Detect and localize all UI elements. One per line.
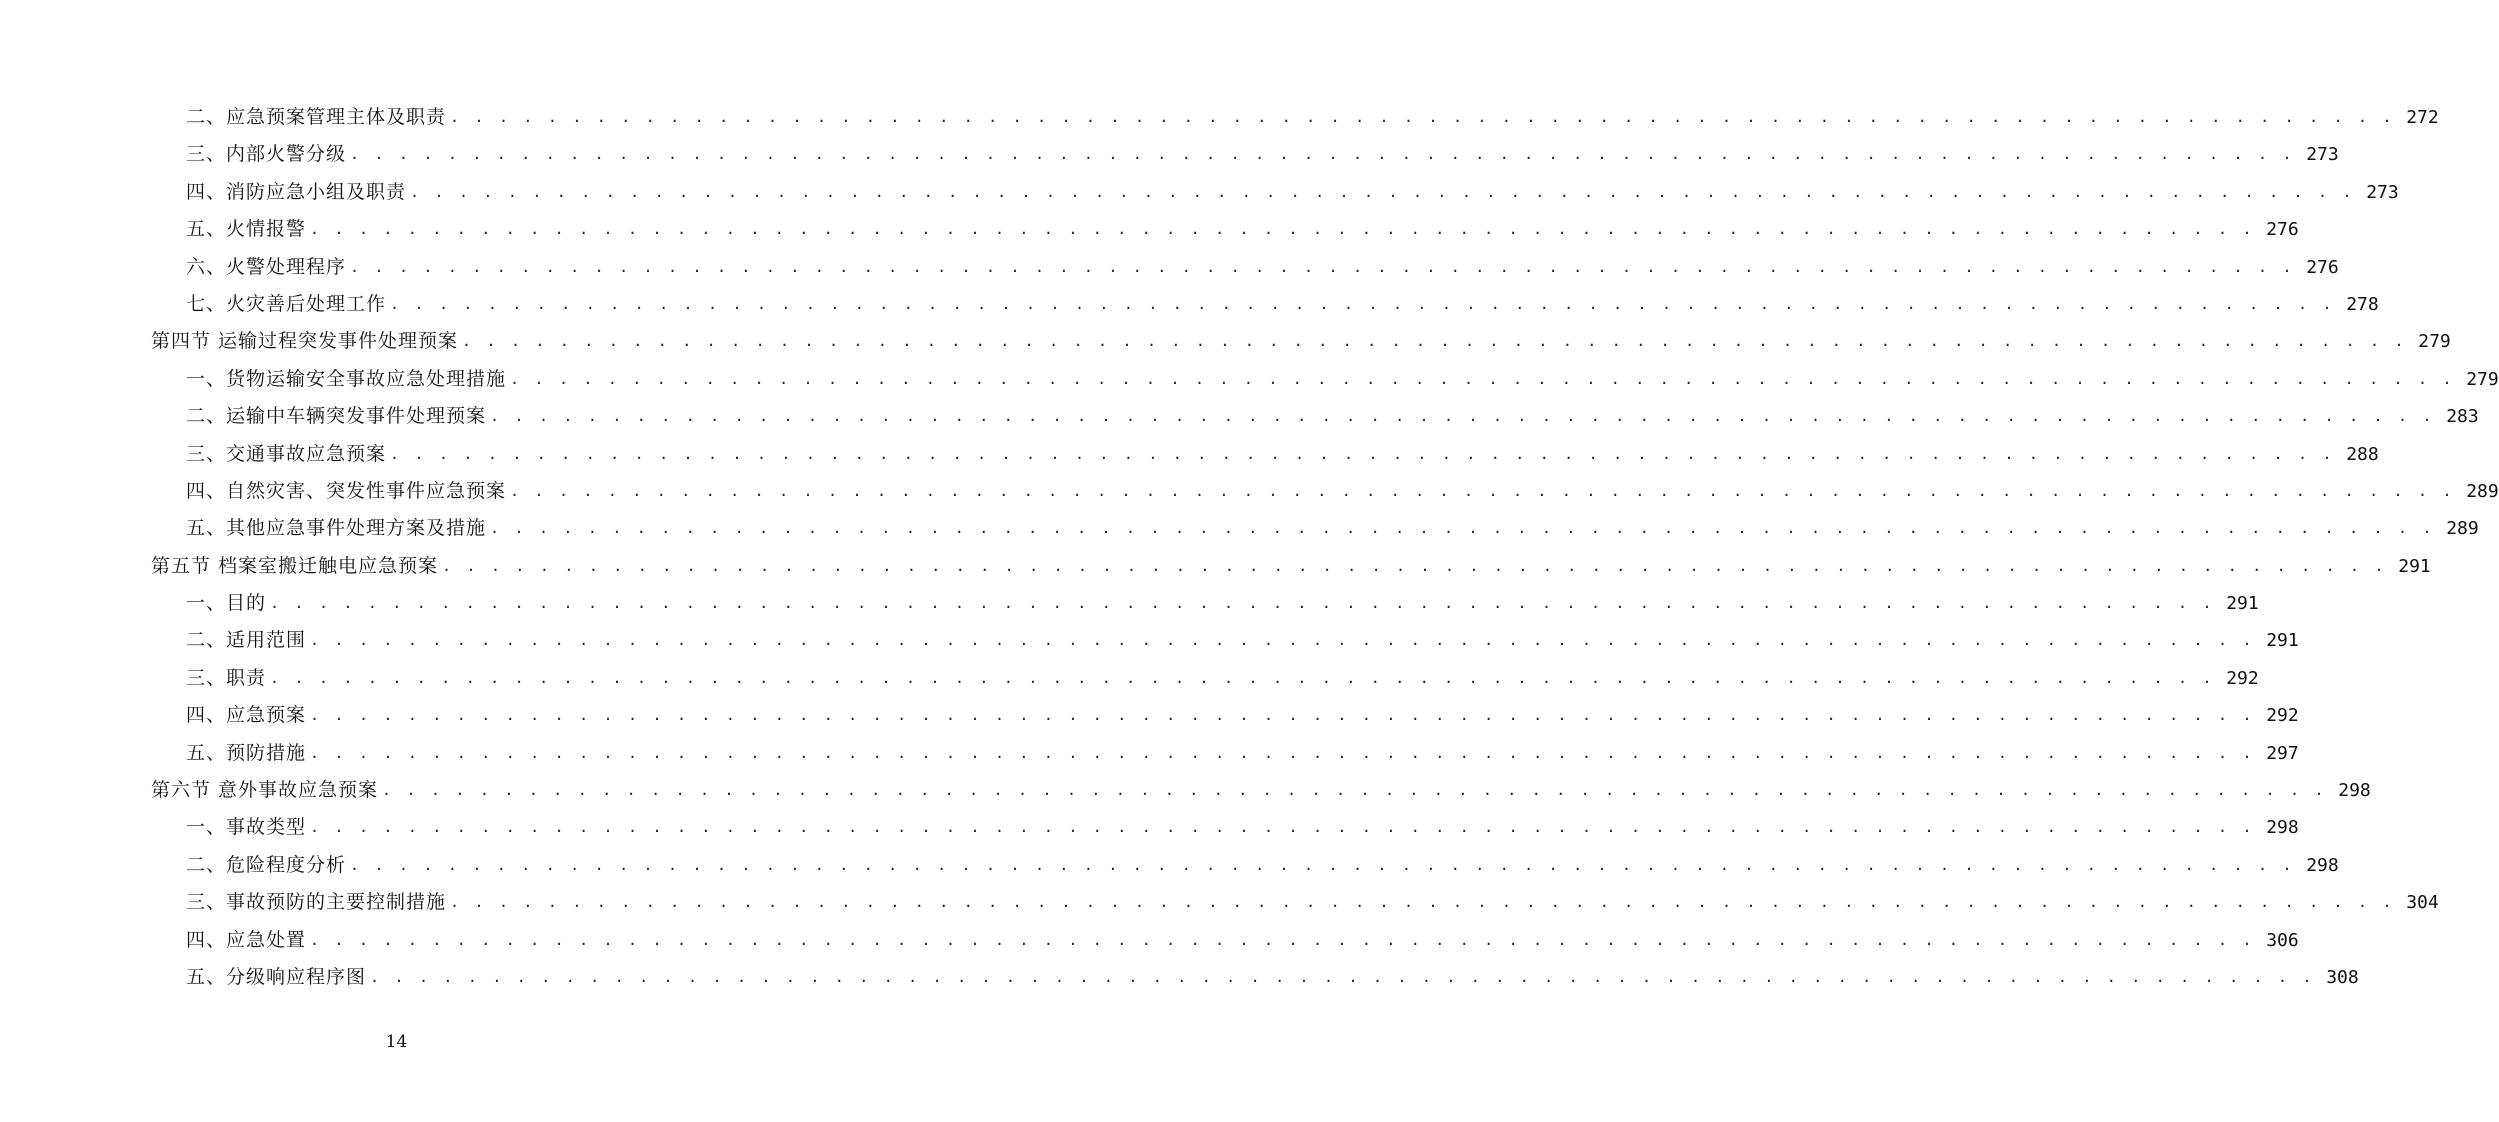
toc-item-row[interactable] [0, 211, 2299, 248]
dot-leader: . . . . . . . . . . . . . . . . . . . . . . . . . . . . . . . . . . . . . . . . . . . . . . . . . . . . . . . . . . . . . . . . . . . . . . . . . . . . . . . . [450, 108, 2395, 126]
toc-item-row[interactable] [0, 136, 2339, 173]
dot-leader: . . . . . . . . . . . . . . . . . . . . . . . . . . . . . . . . . . . . . . . . . . . . . . . . . . . . . . . . . . . . . . . . . . . . . . . . . . . . . . . . [350, 855, 2295, 874]
toc-entry-page-number: 288 [2346, 443, 2379, 465]
toc-entry-page-number: 283 [2446, 406, 2479, 428]
toc-entry-label: 六、火警处理程序 [186, 255, 347, 278]
toc-entry-page-number: 289 [2466, 480, 2499, 502]
dot-leader: . . . . . . . . . . . . . . . . . . . . . . . . . . . . . . . . . . . . . . . . . . . . . . . . . . . . . . . . . . . . . . . . . . . . . . . . . . . . . . . . [490, 519, 2435, 538]
toc-item-row[interactable] [0, 473, 2499, 510]
toc-item-row[interactable] [0, 884, 2439, 921]
toc-entry-page-number: 308 [2326, 966, 2359, 988]
dot-leader: . . . . . . . . . . . . . . . . . . . . . . . . . . . . . . . . . . . . . . . . . . . . . . . . . . . . . . . . . . . . . . . . . . . . . . . . . . . . . . . . [310, 743, 2255, 762]
toc-entry-page-number: 291 [2266, 630, 2299, 652]
toc-item-row[interactable] [0, 361, 2499, 398]
toc-entry-page-number: 292 [2226, 667, 2259, 689]
toc-item-row[interactable] [0, 286, 2379, 323]
toc-section-row[interactable] [0, 323, 2451, 360]
toc-entry-label: 一、目的 [186, 592, 267, 615]
dot-leader: . . . . . . . . . . . . . . . . . . . . . . . . . . . . . . . . . . . . . . . . . . . . . . . . . . . . . . . . . . . . . . . . . . . . . . . . . . . . . . . . [382, 781, 2327, 800]
toc-entry-label: 二、危险程度分析 [186, 853, 347, 876]
toc-entry-label: 三、交通事故应急预案 [186, 442, 387, 465]
dot-leader: . . . . . . . . . . . . . . . . . . . . . . . . . . . . . . . . . . . . . . . . . . . . . . . . . . . . . . . . . . . . . . . . . . . . . . . . . . . . . . . . [350, 257, 2295, 276]
toc-entry-page-number: 298 [2338, 780, 2371, 802]
toc-entry-label: 四、消防应急小组及职责 [186, 180, 407, 203]
toc-entry-page-number: 291 [2398, 555, 2431, 577]
toc-item-row[interactable] [0, 660, 2259, 697]
toc-item-row[interactable] [0, 99, 2439, 136]
dot-leader: . . . . . . . . . . . . . . . . . . . . . . . . . . . . . . . . . . . . . . . . . . . . . . . . . . . . . . . . . . . . . . . . . . . . . . . . . . . . . . . . [310, 818, 2255, 837]
toc-item-row[interactable] [0, 622, 2299, 659]
toc-entry-page-number: 289 [2446, 518, 2479, 540]
dot-leader: . . . . . . . . . . . . . . . . . . . . . . . . . . . . . . . . . . . . . . . . . . . . . . . . . . . . . . . . . . . . . . . . . . . . . . . . . . . . . . . . [310, 631, 2255, 650]
toc-entry-label: 七、火灾善后处理工作 [186, 292, 387, 315]
toc-entry-label: 第六节 意外事故应急预案 [151, 779, 379, 802]
toc-item-row[interactable] [0, 959, 2359, 996]
toc-entry-label: 第五节 档案室搬迁触电应急预案 [151, 554, 439, 577]
toc-item-row[interactable] [0, 735, 2299, 772]
dot-leader: . . . . . . . . . . . . . . . . . . . . . . . . . . . . . . . . . . . . . . . . . . . . . . . . . . . . . . . . . . . . . . . . . . . . . . . . . . . . . . . . [310, 220, 2255, 239]
toc-entry-label: 一、货物运输安全事故应急处理措施 [186, 367, 507, 390]
toc-item-row[interactable] [0, 585, 2259, 622]
dot-leader: . . . . . . . . . . . . . . . . . . . . . . . . . . . . . . . . . . . . . . . . . . . . . . . . . . . . . . . . . . . . . . . . . . . . . . . . . . . . . . . . [450, 893, 2395, 912]
dot-leader: . . . . . . . . . . . . . . . . . . . . . . . . . . . . . . . . . . . . . . . . . . . . . . . . . . . . . . . . . . . . . . . . . . . . . . . . . . . . . . . . [390, 444, 2335, 463]
toc-entry-label: 四、自然灾害、突发性事件应急预案 [186, 479, 507, 502]
toc-entry-label: 一、事故类型 [186, 816, 307, 839]
dot-leader: . . . . . . . . . . . . . . . . . . . . . . . . . . . . . . . . . . . . . . . . . . . . . . . . . . . . . . . . . . . . . . . . . . . . . . . . . . . . . . . . [310, 930, 2255, 949]
dot-leader: . . . . . . . . . . . . . . . . . . . . . . . . . . . . . . . . . . . . . . . . . . . . . . . . . . . . . . . . . . . . . . . . . . . . . . . . . . . . . . . . [442, 556, 2387, 575]
toc-item-row[interactable] [0, 809, 2299, 846]
toc-item-row[interactable] [0, 847, 2339, 884]
toc-section-row[interactable] [0, 772, 2371, 809]
toc-entry-label: 三、内部火警分级 [186, 143, 347, 166]
toc-entry-label: 四、应急处置 [186, 928, 307, 951]
toc-entry-label: 五、火情报警 [186, 218, 307, 241]
dot-leader: . . . . . . . . . . . . . . . . . . . . . . . . . . . . . . . . . . . . . . . . . . . . . . . . . . . . . . . . . . . . . . . . . . . . . . . . . . . . . . . . [490, 407, 2435, 426]
toc-item-row[interactable] [0, 398, 2479, 435]
toc-item-row[interactable] [0, 697, 2299, 734]
toc-entry-page-number: 279 [2418, 331, 2451, 353]
toc-entry-page-number: 291 [2226, 593, 2259, 615]
toc-entry-label: 五、预防措施 [186, 741, 307, 764]
dot-leader: . . . . . . . . . . . . . . . . . . . . . . . . . . . . . . . . . . . . . . . . . . . . . . . . . . . . . . . . . . . . . . . . . . . . . . . . . . . . . . . . [350, 145, 2295, 164]
dot-leader: . . . . . . . . . . . . . . . . . . . . . . . . . . . . . . . . . . . . . . . . . . . . . . . . . . . . . . . . . . . . . . . . . . . . . . . . . . . . . . . . [270, 668, 2215, 687]
toc-entry-label: 五、其他应急事件处理方案及措施 [186, 517, 487, 540]
toc-entry-page-number: 276 [2306, 256, 2339, 278]
toc-entry-page-number: 306 [2266, 929, 2299, 951]
page-number: 14 [385, 1032, 408, 1052]
toc-entry-page-number: 304 [2406, 892, 2439, 914]
toc-entry-page-number: 279 [2466, 368, 2499, 390]
toc-entry-page-number: 297 [2266, 742, 2299, 764]
toc-entry-label: 三、职责 [186, 666, 267, 689]
dot-leader: . . . . . . . . . . . . . . . . . . . . . . . . . . . . . . . . . . . . . . . . . . . . . . . . . . . . . . . . . . . . . . . . . . . . . . . . . . . . . . . . [370, 967, 2315, 986]
toc-entry-label: 二、运输中车辆突发事件处理预案 [186, 405, 487, 428]
toc-entry-page-number: 298 [2266, 817, 2299, 839]
toc-entry-label: 第四节 运输过程突发事件处理预案 [151, 330, 459, 353]
toc-entry-page-number: 273 [2306, 144, 2339, 166]
toc-entry-label: 四、应急预案 [186, 704, 307, 727]
toc-entry-page-number: 273 [2366, 181, 2399, 203]
toc-section-row[interactable] [0, 548, 2431, 585]
toc-item-row[interactable] [0, 249, 2339, 286]
dot-leader: . . . . . . . . . . . . . . . . . . . . . . . . . . . . . . . . . . . . . . . . . . . . . . . . . . . . . . . . . . . . . . . . . . . . . . . . . . . . . . . . [410, 182, 2355, 201]
toc-item-row[interactable] [0, 510, 2479, 547]
toc-entry-page-number: 278 [2346, 293, 2379, 315]
toc-entry-page-number: 292 [2266, 705, 2299, 727]
dot-leader: . . . . . . . . . . . . . . . . . . . . . . . . . . . . . . . . . . . . . . . . . . . . . . . . . . . . . . . . . . . . . . . . . . . . . . . . . . . . . . . . [510, 369, 2455, 388]
dot-leader: . . . . . . . . . . . . . . . . . . . . . . . . . . . . . . . . . . . . . . . . . . . . . . . . . . . . . . . . . . . . . . . . . . . . . . . . . . . . . . . . [310, 706, 2255, 725]
toc-item-row[interactable] [0, 174, 2399, 211]
toc-entry-label: 二、应急预案管理主体及职责 [186, 106, 447, 128]
toc-entry-label: 五、分级响应程序图 [186, 965, 367, 988]
toc-entry-page-number: 276 [2266, 219, 2299, 241]
table-of-contents [0, 99, 2499, 996]
dot-leader: . . . . . . . . . . . . . . . . . . . . . . . . . . . . . . . . . . . . . . . . . . . . . . . . . . . . . . . . . . . . . . . . . . . . . . . . . . . . . . . . [390, 294, 2335, 313]
toc-item-row[interactable] [0, 922, 2299, 959]
toc-entry-page-number: 272 [2406, 107, 2439, 128]
dot-leader: . . . . . . . . . . . . . . . . . . . . . . . . . . . . . . . . . . . . . . . . . . . . . . . . . . . . . . . . . . . . . . . . . . . . . . . . . . . . . . . . [270, 594, 2215, 613]
toc-entry-page-number: 298 [2306, 854, 2339, 876]
dot-leader: . . . . . . . . . . . . . . . . . . . . . . . . . . . . . . . . . . . . . . . . . . . . . . . . . . . . . . . . . . . . . . . . . . . . . . . . . . . . . . . . [462, 332, 2407, 351]
dot-leader: . . . . . . . . . . . . . . . . . . . . . . . . . . . . . . . . . . . . . . . . . . . . . . . . . . . . . . . . . . . . . . . . . . . . . . . . . . . . . . . . [510, 481, 2455, 500]
toc-entry-label: 三、事故预防的主要控制措施 [186, 891, 447, 914]
toc-item-row[interactable] [0, 436, 2379, 473]
toc-entry-label: 二、适用范围 [186, 629, 307, 652]
